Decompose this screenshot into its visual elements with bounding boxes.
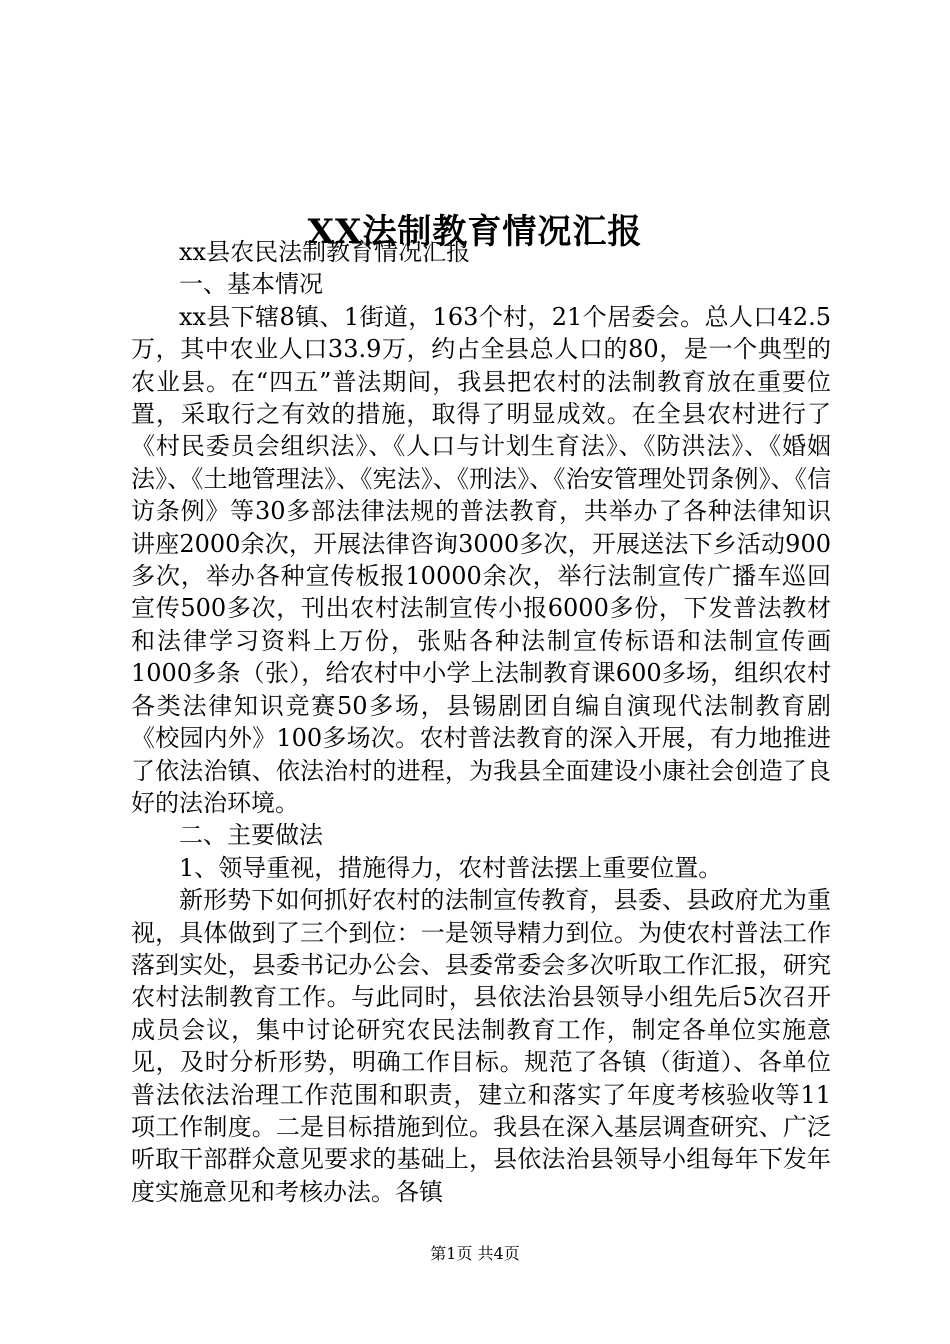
subtitle-paragraph: xx县农民法制教育情况汇报 bbox=[179, 238, 471, 266]
subsection-heading: 1、领导重视，措施得力，农村普法摆上重要位置。 bbox=[179, 853, 723, 882]
document-body bbox=[131, 236, 831, 1208]
document-title: XX法制教育情况汇报 bbox=[307, 211, 643, 252]
section-heading-methods: 二、主要做法 bbox=[179, 821, 323, 850]
page-footer: 第1页 共4页 bbox=[430, 1244, 520, 1263]
section-heading-basic: 一、基本情况 bbox=[179, 270, 323, 299]
body-paragraph: xx县下辖8镇、1街道，163个村，21个居委会。总人口42.5万，其中农业人口33.9万，约占全县总人口的80，是一个典型的农业县。在“四五”普法期间，我县把农村的法制教育放在重要位置，采取行之有效的措施，取得了明显成效。在全县农村进行了《村民委员会组织法》、《人口与计划生育法》、《防洪法》、《婚姻法》、《土地管理法》、《宪法》、《刑法》、《治安管理处罚条例》、《信访条例》等30多部法律法规的普法教育，共举办了各种法律知识讲座2000余次，开展法律咨询3000多次，开展送法下乡活动900多次，举办各种宣传板报10000余次，举行法制宣传广播车巡回宣传500多次，刊出农村法制宣传小报6000多份，下发普法教材和法律学习资料上万份，张贴各种法制宣传标语和法制宣传画1000多条（张），给农村中小学上法制教育课600多场，组织农村各类法律知识竞赛50多场，县锡剧团自编自演现代法制教育剧《校园内外》100多场次。农村普法教育的深入开展，有力地推进了依法治镇、依法治村的进程，为我县全面建设小康社会创造了良好的法治环境。 bbox=[131, 302, 831, 817]
body-paragraph: 新形势下如何抓好农村的法制宣传教育，县委、县政府尤为重视，具体做到了三个到位：一是领导精力到位。为使农村普法工作落到实处，县委书记办公会、县委常委会多次听取工作汇报，研究农村法制教育工作。与此同时，县依法治县领导小组先后5次召开成员会议，集中讨论研究农民法制教育工作，制定各单位实施意见，及时分析形势，明确工作目标。规范了各镇（街道）、各单位普法依法治理工作范围和职责，建立和落实了年度考核验收等11项工作制度。二是目标措施到位。我县在深入基层调查研究、广泛听取干部群众意见要求的基础上，县依法治县领导小组每年下发年度实施意见和考核办法。各镇 bbox=[131, 886, 831, 1206]
